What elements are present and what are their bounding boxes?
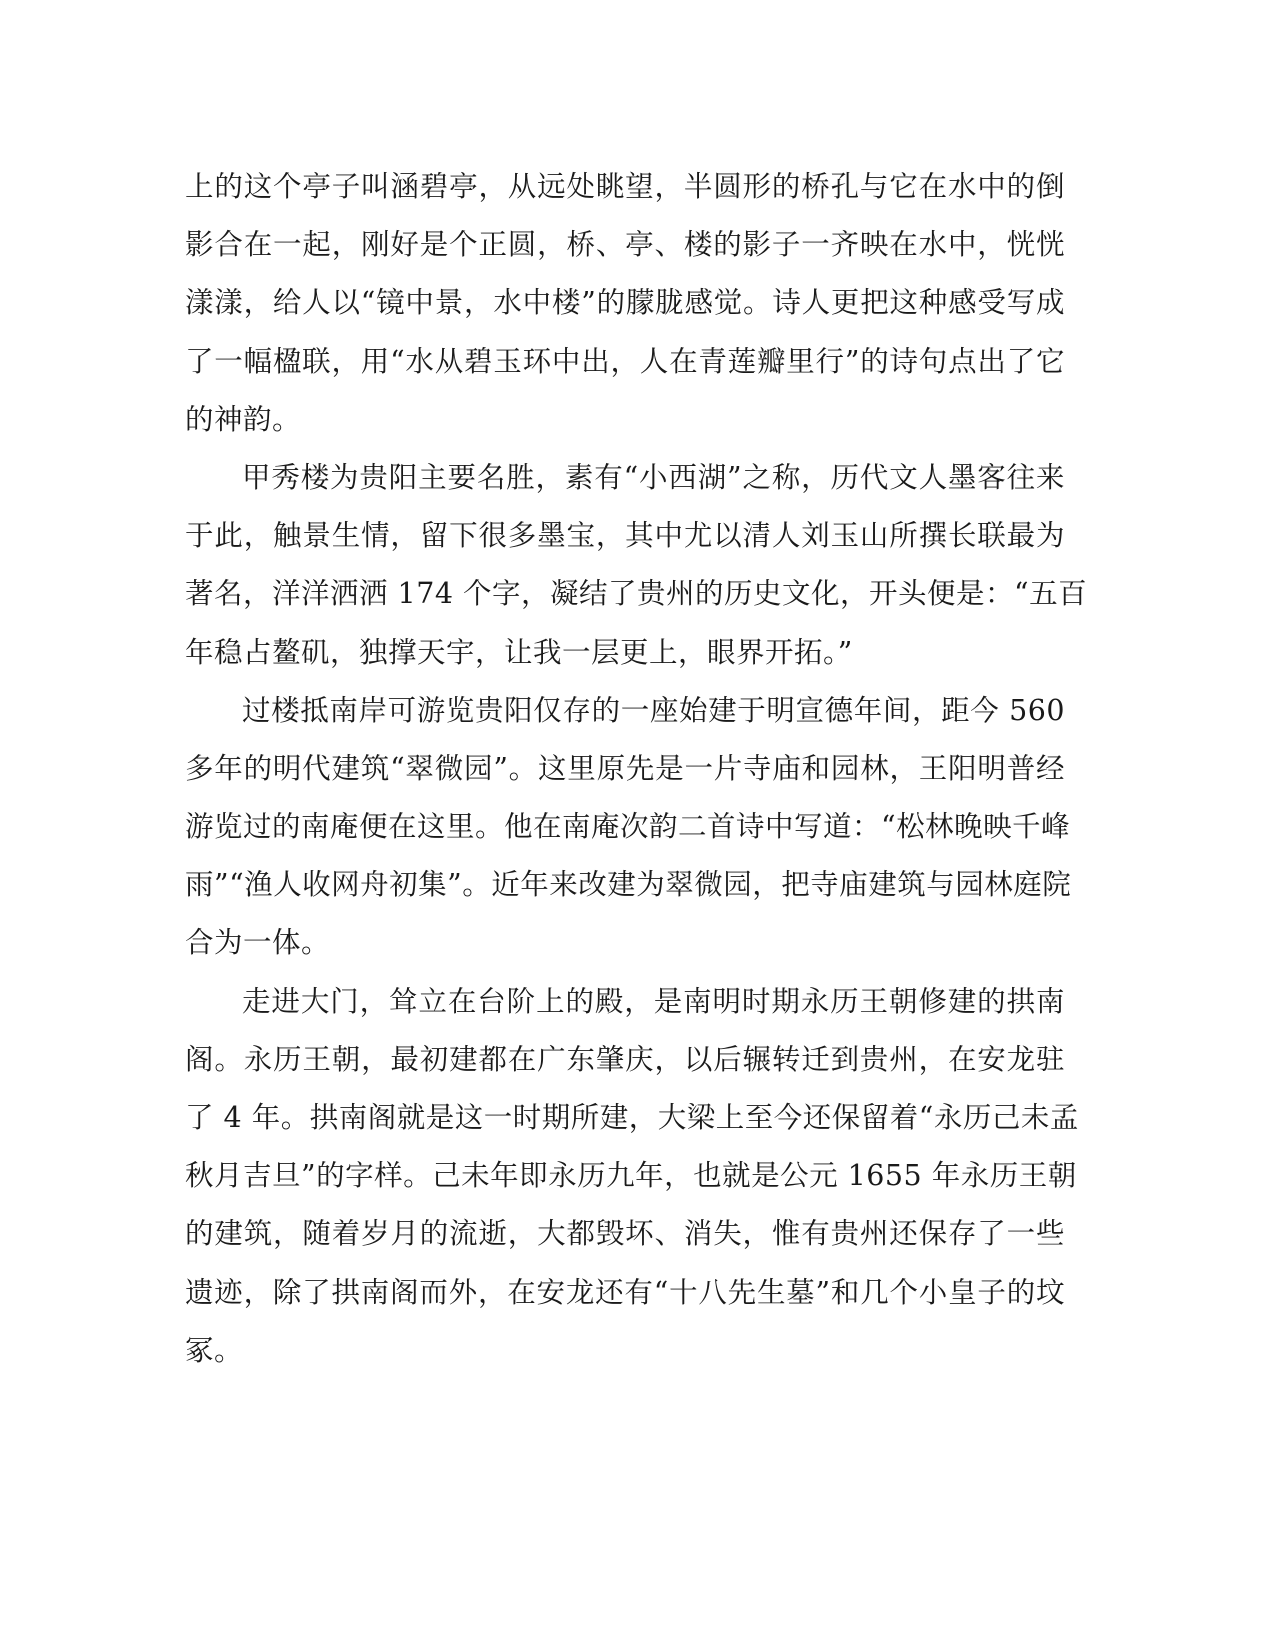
text-line: 冢。 xyxy=(185,1333,244,1367)
body-text xyxy=(185,158,1088,1380)
text-line: 走进大门，耸立在台阶上的殿，是南明时期永历王朝修建的拱南 xyxy=(242,984,1065,1018)
text-line: 合为一体。 xyxy=(185,926,331,960)
text-line: 雨”“渔人收网舟初集”。近年来改建为翠微园，把寺庙建筑与园林庭院 xyxy=(185,868,1072,902)
text-line: 了一幅楹联，用“水从碧玉环中出，人在青莲瓣里行”的诗句点出了它 xyxy=(185,344,1065,378)
text-line: 年稳占鳌矶，独撑天宇，让我一层更上，眼界开拓。” xyxy=(185,635,853,669)
text-line: 游览过的南庵便在这里。他在南庵次韵二首诗中写道：“松林晚映千峰 xyxy=(185,810,1071,844)
paragraph xyxy=(185,158,1065,449)
text-line: 多年的明代建筑“翠微园”。这里原先是一片寺庙和园林，王阳明普经 xyxy=(185,751,1065,785)
text-line: 上的这个亭子叫涵碧亭，从远处眺望，半圆形的桥孔与它在水中的倒 xyxy=(185,170,1065,203)
text-line: 阁。永历王朝，最初建都在广东肇庆，以后辗转迁到贵州，在安龙驻 xyxy=(185,1042,1065,1076)
paragraph xyxy=(185,973,1079,1380)
paragraph xyxy=(185,449,1088,682)
text-line: 影合在一起，刚好是个正圆，桥、亭、楼的影子一齐映在水中，恍恍 xyxy=(185,228,1065,262)
text-line: 著名，洋洋洒洒 174 个字，凝结了贵州的历史文化，开头便是：“五百 xyxy=(185,577,1088,611)
text-line: 遗迹，除了拱南阁而外，在安龙还有“十八先生墓”和几个小皇子的坟 xyxy=(185,1275,1065,1309)
text-line: 甲秀楼为贵阳主要名胜，素有“小西湖”之称，历代文人墨客往来 xyxy=(242,460,1065,494)
text-line: 的建筑，随着岁月的流逝，大都毁坏、消失，惟有贵州还保存了一些 xyxy=(185,1217,1065,1251)
paragraph xyxy=(185,682,1072,973)
text-line: 漾漾，给人以“镜中景，水中楼”的朦胧感觉。诗人更把这种感受写成 xyxy=(185,286,1065,320)
text-line: 的神韵。 xyxy=(185,402,302,436)
text-line: 于此，触景生情，留下很多墨宝，其中尤以清人刘玉山所撰长联最为 xyxy=(185,519,1065,553)
text-line: 了 4 年。拱南阁就是这一时期所建，大梁上至今还保留着“永历己未孟 xyxy=(185,1101,1079,1134)
text-line: 秋月吉旦”的字样。己未年即永历九年，也就是公元 1655 年永历王朝 xyxy=(185,1159,1077,1193)
text-line: 过楼抵南岸可游览贵阳仅存的一座始建于明宣德年间，距今 560 xyxy=(242,693,1065,727)
